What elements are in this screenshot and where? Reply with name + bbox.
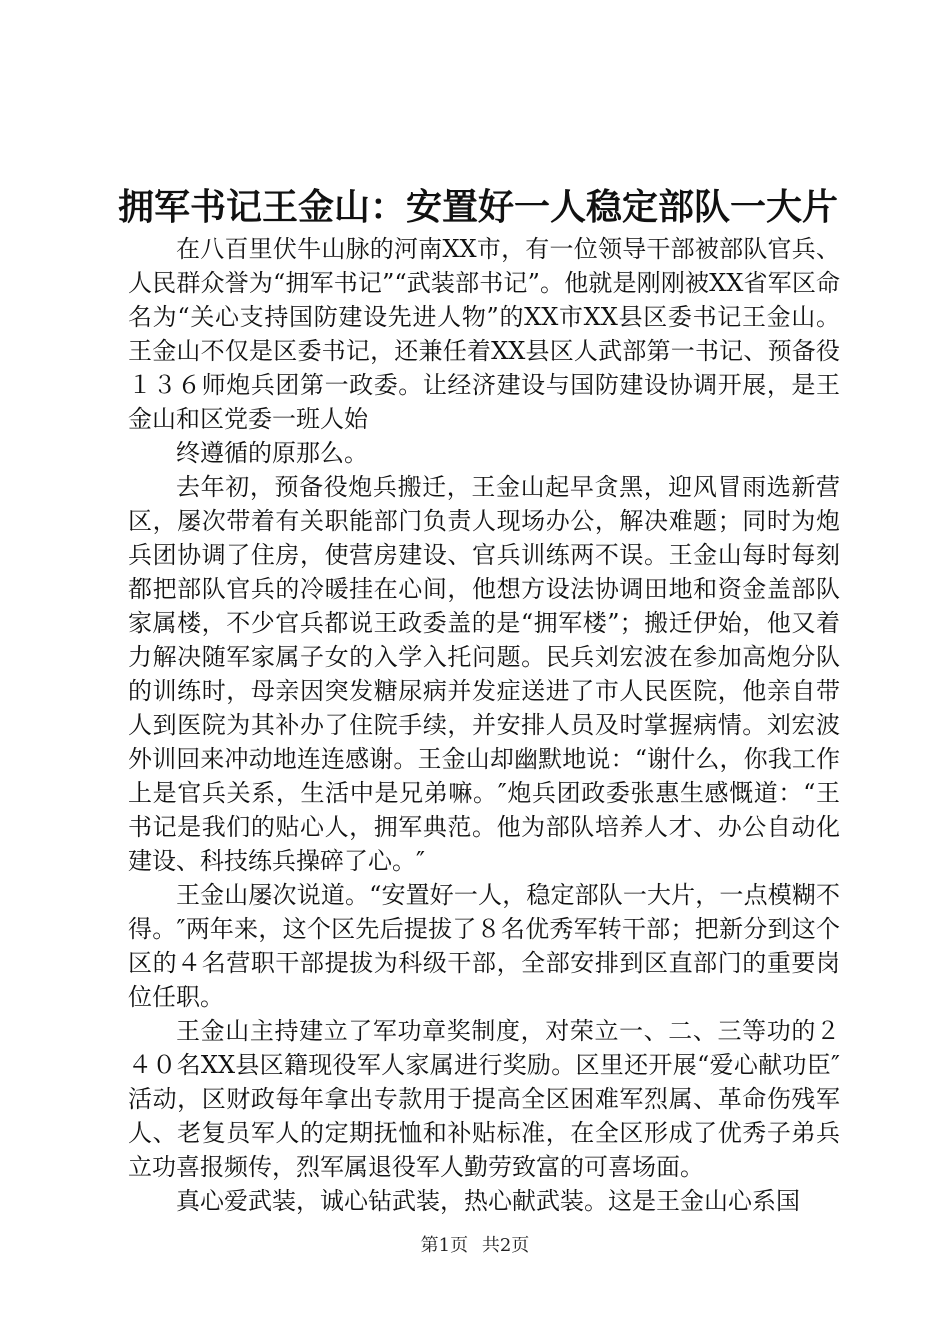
paragraph: 终遵循的原那么。 <box>176 439 368 467</box>
document-body <box>128 232 840 1218</box>
paragraph: 在八百里伏牛山脉的河南XX市，有一位领导干部被部队官兵、人民群众誉为“拥军书记”“武装部书记”。他就是刚刚被XX省军区命名为“关心支持国防建设先进人物”的XX市XX县区委书记王金山。王金山不仅是区委书记，还兼任着XX县区人武部第一书记、预备役１３６师炮兵团第一政委。让经济建设与国防建设协调开展，是王金山和区党委一班人始 <box>128 235 840 433</box>
paragraph: 王金山主持建立了军功章奖制度，对荣立一、二、三等功的２４０名XX县区籍现役军人家属进行奖励。区里还开展“爱心献功臣″活动，区财政每年拿出专款用于提高全区困难军烈属、革命伤残军人、老复员军人的定期抚恤和补贴标准，在全区形成了优秀子弟兵立功喜报频传，烈军属退役军人勤劳致富的可喜场面。 <box>128 1017 840 1181</box>
page-total: 共2页 <box>481 1235 530 1256</box>
page-number: 第1页 <box>420 1235 469 1256</box>
page-footer <box>0 1234 950 1258</box>
paragraph: 王金山屡次说道。“安置好一人，稳定部队一大片，一点模糊不得。″两年来，这个区先后提拔了８名优秀军转干部；把新分到这个区的４名营职干部提拔为科级干部，全部安排到区直部门的重要岗位任职。 <box>128 881 840 1011</box>
paragraph: 去年初，预备役炮兵搬迁，王金山起早贪黑，迎风冒雨选新营区，屡次带着有关职能部门负责人现场办公，解决难题；同时为炮兵团协调了住房，使营房建设、官兵训练两不误。王金山每时每刻都把部队官兵的冷暖挂在心间，他想方设法协调田地和资金盖部队家属楼，不少官兵都说王政委盖的是“拥军楼”；搬迁伊始，他又着力解决随军家属子女的入学入托问题。民兵刘宏波在参加高炮分队的训练时，母亲因突发糖尿病并发症送进了市人民医院，他亲自带人到医院为其补办了住院手续，并安排人员及时掌握病情。刘宏波外训回来冲动地连连感谢。王金山却幽默地说：“谢什么，你我工作上是官兵关系，生活中是兄弟嘛。″炮兵团政委张惠生感慨道：“王书记是我们的贴心人，拥军典范。他为部队培养人才、办公自动化建设、科技练兵操碎了心。″ <box>128 473 840 875</box>
document-title: 拥军书记王金山：安置好一人稳定部队一大片 <box>118 186 839 228</box>
paragraph: 真心爱武装，诚心钻武装，热心献武装。这是王金山心系国 <box>176 1187 800 1215</box>
